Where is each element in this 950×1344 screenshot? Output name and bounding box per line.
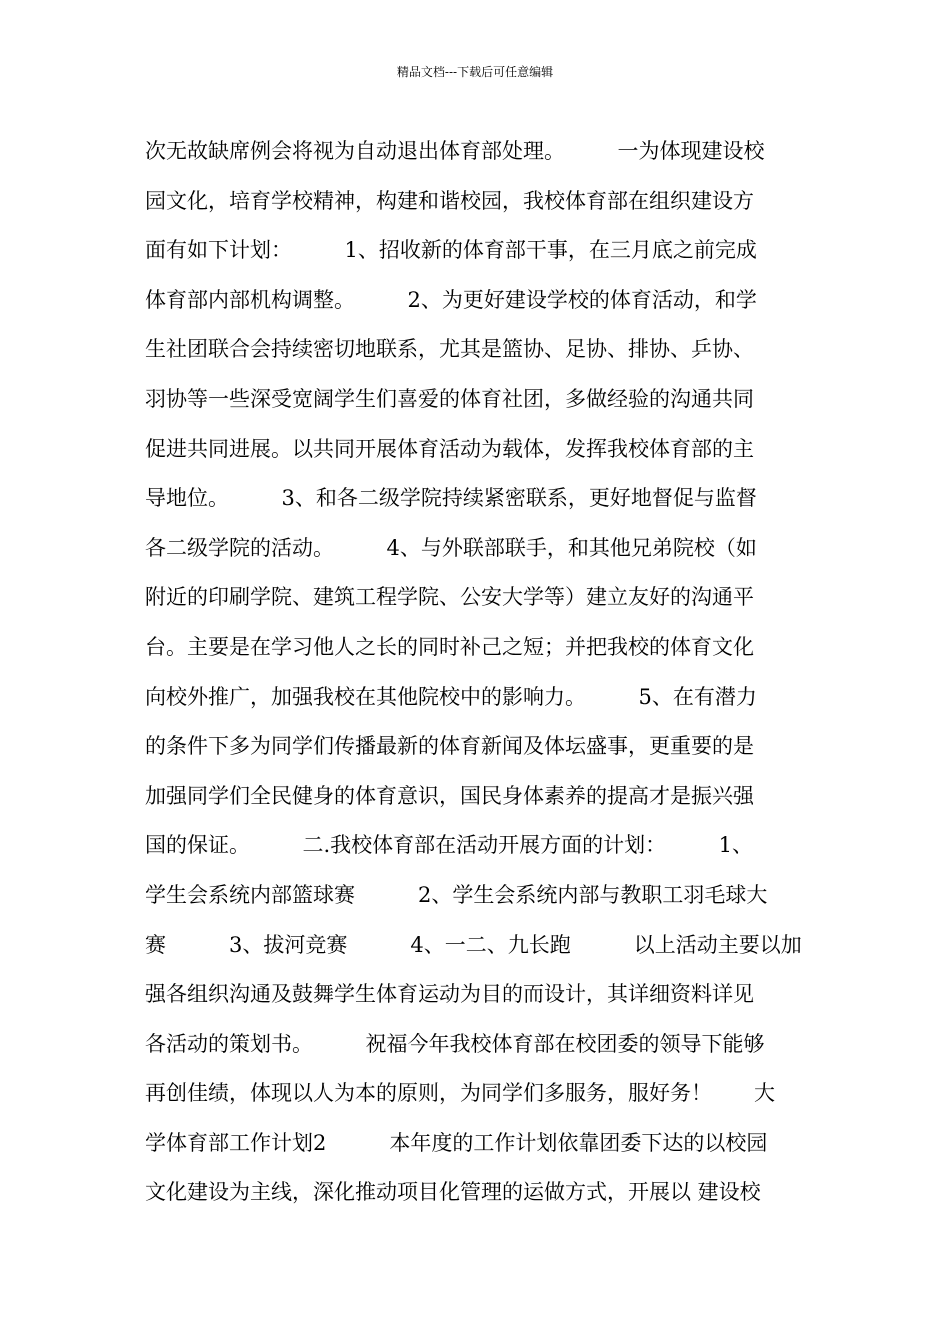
text-line: 羽协等一些深受宽阔学生们喜爱的体育社团，多做经验的沟通共同: [145, 386, 754, 411]
text-line: 文化建设为主线，深化推动项目化管理的运做方式，开展以 建设校: [145, 1180, 761, 1205]
text-line: 台。主要是在学习他人之长的同时补己之短；并把我校的体育文化: [145, 634, 754, 659]
text-line: 促进共同进展。以共同开展体育活动为载体，发挥我校体育部的主: [145, 436, 754, 461]
text-line: 体育部内部机构调整。 2、为更好建设学校的体育活动，和学: [145, 287, 757, 312]
text-line: 各活动的策划书。 祝福今年我校体育部在校团委的领导下能够: [145, 1031, 765, 1056]
text-line: 次无故缺席例会将视为自动退出体育部处理。 一为体现建设校: [145, 139, 765, 163]
page-header: 精品文档---下载后可任意编辑: [396, 65, 554, 79]
text-line: 各二级学院的活动。 4、与外联部联手，和其他兄弟院校（如: [145, 535, 757, 560]
text-line: 学体育部工作计划2 本年度的工作计划依靠团委下达的以校园: [145, 1130, 768, 1155]
text-line: 向校外推广，加强我校在其他院校中的影响力。 5、在有潜力: [145, 684, 757, 709]
text-line: 生社团联合会持续密切地联系，尤其是篮协、足协、排协、乒协、: [145, 337, 754, 362]
text-line: 面有如下计划： 1、招收新的体育部干事，在三月底之前完成: [145, 238, 757, 263]
text-line: 的条件下多为同学们传播最新的体育新闻及体坛盛事，更重要的是: [145, 734, 754, 759]
text-line: 赛 3、拔河竞赛 4、一二、九长跑 以上活动主要以加: [145, 932, 802, 957]
text-line: 加强同学们全民健身的体育意识，国民身体素养的提高才是振兴强: [145, 783, 754, 808]
text-line: 附近的印刷学院、建筑工程学院、公安大学等）建立友好的沟通平: [145, 585, 754, 610]
text-line: 再创佳绩，体现以人为本的原则，为同学们多服务，服好务！ 大: [145, 1081, 775, 1106]
text-line: 强各组织沟通及鼓舞学生体育运动为目的而设计，其详细资料详见: [145, 982, 754, 1007]
text-line: 国的保证。 二.我校体育部在活动开展方面的计划： 1、: [145, 833, 754, 858]
text-line: 园文化，培育学校精神，构建和谐校园，我校体育部在组织建设方: [145, 188, 754, 213]
body-text: [145, 127, 815, 1218]
text-line: 学生会系统内部篮球赛 2、学生会系统内部与教职工羽毛球大: [145, 882, 768, 907]
text-line: 导地位。 3、和各二级学院持续紧密联系，更好地督促与监督: [145, 486, 757, 511]
